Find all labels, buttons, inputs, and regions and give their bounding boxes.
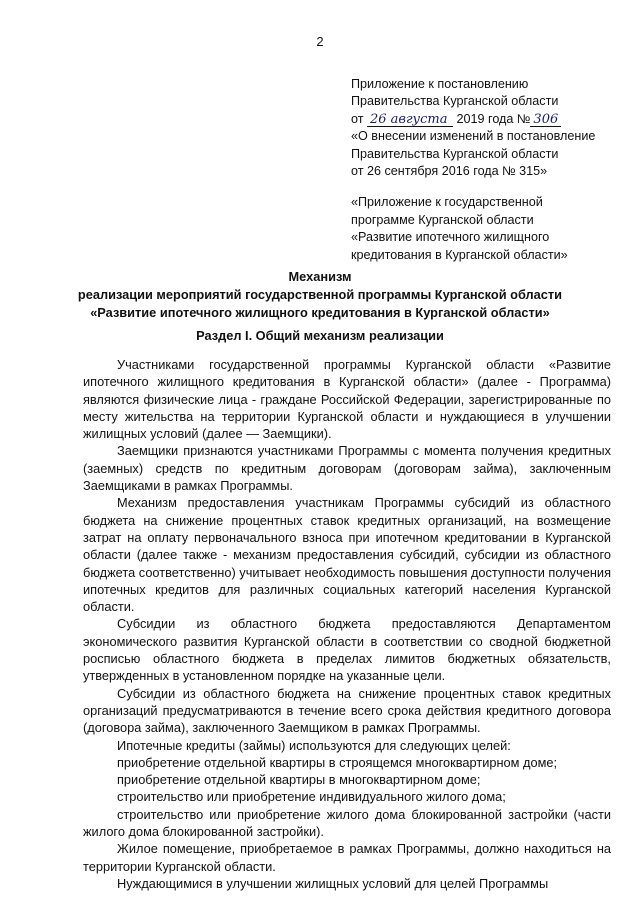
paragraph: Участниками государственной программы Курганской области «Развитие ипотечного жилищного кредитования в Курганской области» (далее - Программа) являются физические лица - граждане Российской Федерации, зарегистрированные по месту жительства на территории Курганской области и нуждающиеся в улучшении жилищных условий (далее — Заемщики).: [83, 357, 611, 442]
appendix-date-line: [351, 111, 621, 128]
appendix-date-prefix: от: [351, 111, 364, 126]
appendix-line: кредитования в Курганской области»: [351, 247, 568, 262]
appendix-line: программе Курганской области: [351, 212, 534, 227]
paragraph: Заемщики признаются участниками Программы с момента получения кредитных (заемных) средств по кредитным договорам (договорам займа), заключенным Заемщиками в рамках Программы.: [83, 443, 611, 494]
title-line: Механизм: [288, 269, 352, 284]
handwritten-date: 26 августа: [367, 113, 453, 127]
appendix-line: «Развитие ипотечного жилищного: [351, 230, 550, 245]
section-title-text: Раздел I. Общий механизм реализации: [196, 328, 444, 343]
paragraph: Нуждающимися в улучшении жилищных условий для целей Программы: [117, 875, 549, 891]
appendix-line: Правительства Курганской области: [351, 94, 559, 109]
appendix-line: от 26 сентября 2016 года № 315»: [351, 164, 548, 179]
page-number: 2: [316, 34, 324, 49]
section-title: [0, 327, 640, 345]
document-body: [83, 356, 611, 892]
appendix-line: Правительства Курганской области: [351, 146, 559, 161]
paragraph: Механизм предоставления участникам Программы субсидий из областного бюджета на снижение процентных ставок кредитных организаций, на возмещение затрат на оплату первоначального взноса при ипотечном кредитовании в Курганской области (далее также - механизм предоставления субсидий, субсидии из областного бюджета соответственно) учитывает необходимость повышения доступности получения ипотечных кредитов для различных социальных категорий населения Курганской области.: [83, 495, 611, 615]
appendix-line: «Приложение к государственной: [351, 195, 543, 210]
appendix-block: [351, 76, 621, 264]
appendix-line: Приложение к постановлению: [351, 77, 529, 91]
document-title: [0, 268, 640, 322]
paragraph: Субсидии из областного бюджета предоставляются Департаментом экономического развития Курганской области в соответствии со сводной бюджетной росписью областного бюджета в пределах лимитов бюджетных обязательств, утвержденных в установленном порядке на указанные цели.: [83, 616, 611, 684]
list-item: строительство или приобретение жилого дома блокированной застройки (части жилого дома блокированной застройки).: [83, 806, 611, 840]
paragraph: Жилое помещение, приобретаемое в рамках Программы, должно находиться на территории Курганской области.: [83, 841, 611, 874]
appendix-date-middle: 2019 года №: [456, 111, 531, 126]
paragraph: Ипотечные кредиты (займы) используются для следующих целей:: [117, 737, 511, 753]
appendix-line: «О внесении изменений в постановление: [351, 129, 596, 144]
list-item: строительство или приобретение индивидуального жилого дома;: [117, 789, 506, 805]
list-item: приобретение отдельной квартиры в многоквартирном доме;: [117, 772, 481, 788]
title-line: реализации мероприятий государственной программы Курганской области: [77, 287, 563, 302]
title-line: «Развитие ипотечного жилищного кредитования в Курганской области»: [90, 305, 550, 320]
list-item: приобретение отдельной квартиры в строящемся многоквартирном доме;: [117, 754, 558, 770]
handwritten-number: 306: [530, 113, 561, 127]
paragraph: Субсидии из областного бюджета на снижение процентных ставок кредитных организаций предусматриваются в течение всего срока действия кредитного договора (договора займа), заключенного Заемщиком в рамках Программы.: [83, 685, 611, 736]
